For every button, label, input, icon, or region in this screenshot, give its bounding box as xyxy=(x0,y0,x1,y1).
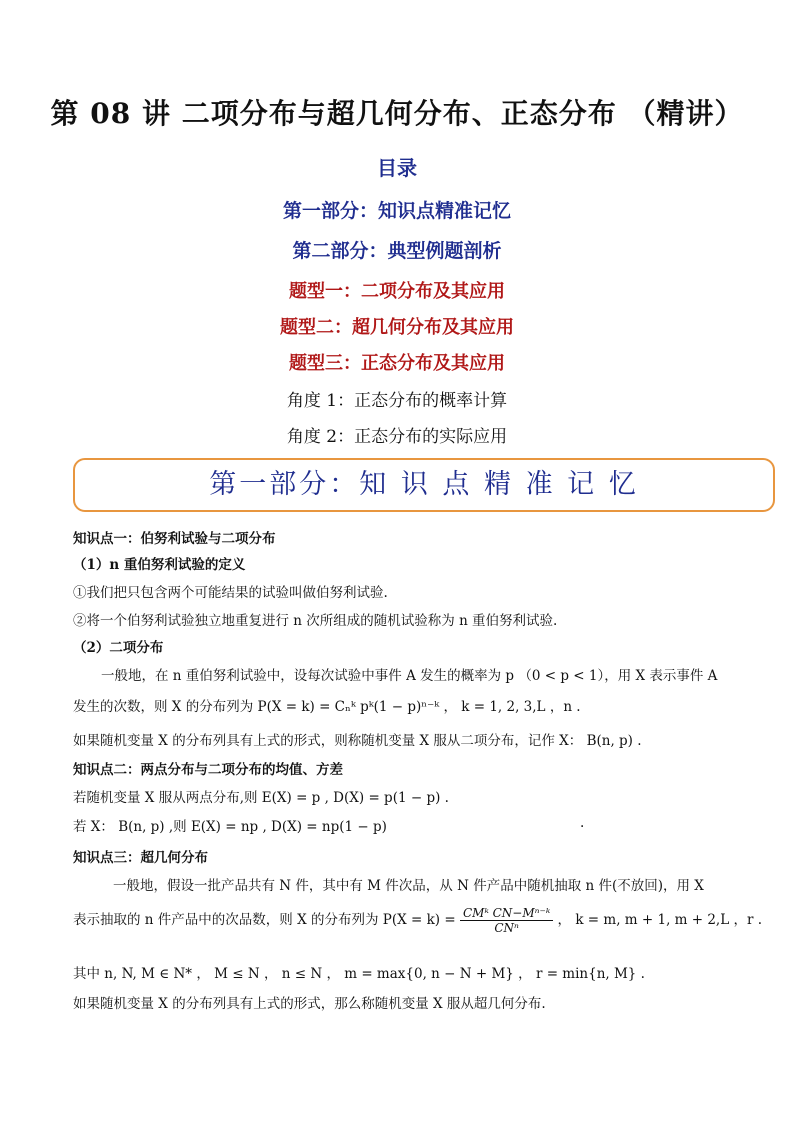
knowledge1-line2: ②将一个伯努利试验独立地重复进行 n 次所组成的随机试验称为 n 重伯努利试验. xyxy=(73,613,558,629)
knowledge1-title: 知识点一：伯努利试验与二项分布 xyxy=(73,531,276,547)
knowledge3-line2-text: 表示抽取的 n 件产品中的次品数，则 X 的分布列为 P(X = k) = xyxy=(73,912,456,928)
page-title: 第 08 讲 二项分布与超几何分布、正态分布 （精讲） xyxy=(50,97,744,130)
knowledge1-line5: 如果随机变量 X 的分布列具有上式的形式，则称随机变量 X 服从二项分布，记作 X： B(n, p) . xyxy=(73,733,642,749)
toc-part2[interactable]: 第二部分：典型例题剖析 xyxy=(292,240,502,262)
knowledge1-subtitle2: （2）二项分布 xyxy=(73,640,164,656)
knowledge1-line4: 发生的次数，则 X 的分布列为 P(X = k) = Cₙᵏ pᵏ(1 − p)ⁿ⁻ᵏ ， k = 1, 2, 3,L ，n . xyxy=(73,699,581,715)
toc-angle1[interactable]: 角度 1：正态分布的概率计算 xyxy=(286,391,508,411)
knowledge2-line2: 若 X： B(n, p) ,则 E(X) = np , D(X) = np(1 − p) xyxy=(73,819,387,835)
knowledge1-line3: 一般地，在 n 重伯努利试验中，设每次试验中事件 A 发生的概率为 p （0 < p < 1），用 X 表示事件 A xyxy=(101,668,718,684)
hypergeometric-fraction xyxy=(460,906,553,935)
section-banner: 第一部分：知 识 点 精 准 记 忆 xyxy=(73,458,775,512)
fraction-denominator: CNⁿ xyxy=(494,921,519,935)
knowledge3-line2 xyxy=(73,906,762,935)
knowledge1-line1: ①我们把只包含两个可能结果的试验叫做伯努利试验. xyxy=(73,585,388,601)
knowledge3-line3: 其中 n, N, M ∈ N* ， M ≤ N ， n ≤ N ， m = max{0, n − N + M} ， r = min{n, M} . xyxy=(73,966,645,982)
knowledge3-line4: 如果随机变量 X 的分布列具有上式的形式，那么称随机变量 X 服从超几何分布. xyxy=(73,996,546,1012)
knowledge1-subtitle1: （1）n 重伯努利试验的定义 xyxy=(73,557,246,573)
toc-type3[interactable]: 题型三：正态分布及其应用 xyxy=(289,353,505,374)
knowledge2-trailing-dot: . xyxy=(580,815,585,831)
toc-part1[interactable]: 第一部分：知识点精准记忆 xyxy=(282,200,511,222)
toc-heading: 目录 xyxy=(377,156,417,180)
fraction-numerator: CMᵏ CN−Mⁿ⁻ᵏ xyxy=(460,906,553,921)
toc-type2[interactable]: 题型二：超几何分布及其应用 xyxy=(280,317,514,338)
knowledge3-line2-range: ， k = m, m + 1, m + 2,L ，r . xyxy=(557,912,763,928)
knowledge2-line1: 若随机变量 X 服从两点分布,则 E(X) = p , D(X) = p(1 − p) . xyxy=(73,790,449,806)
toc-type1[interactable]: 题型一：二项分布及其应用 xyxy=(289,281,505,302)
knowledge3-line1: 一般地，假设一批产品共有 N 件，其中有 M 件次品，从 N 件产品中随机抽取 n 件(不放回)，用 X xyxy=(113,878,704,894)
toc-angle2[interactable]: 角度 2：正态分布的实际应用 xyxy=(286,427,508,447)
knowledge2-title: 知识点二：两点分布与二项分布的均值、方差 xyxy=(73,762,343,778)
knowledge3-title: 知识点三：超几何分布 xyxy=(73,850,208,866)
